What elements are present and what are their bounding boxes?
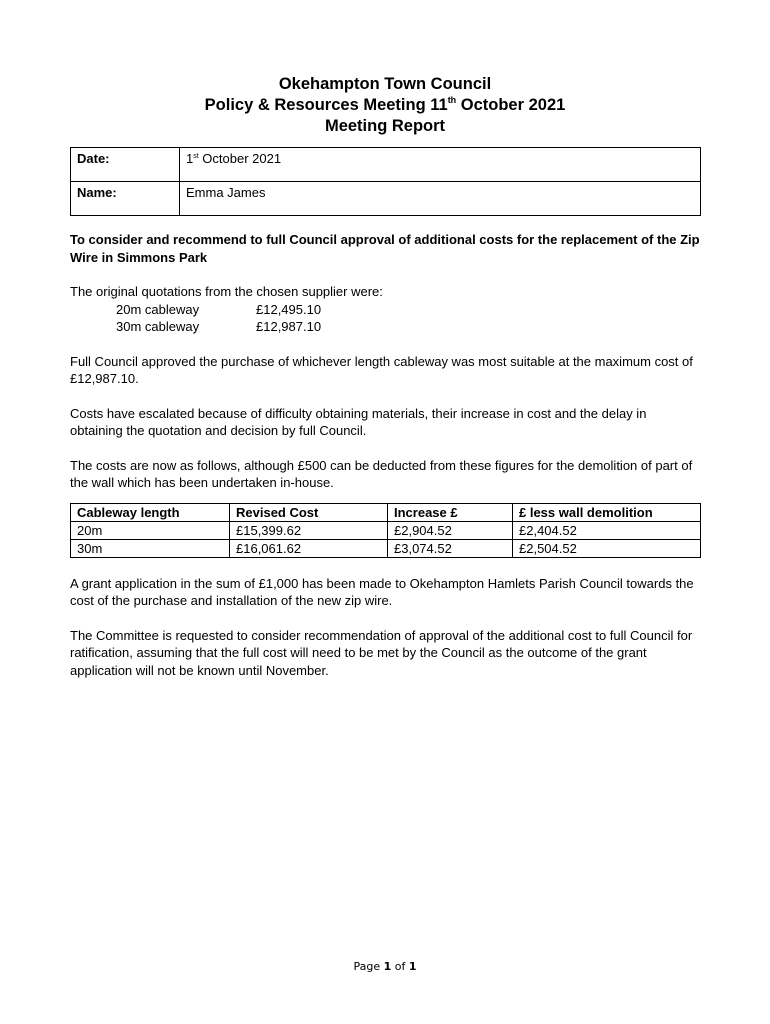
cell-increase: £3,074.52 [388,539,513,557]
cost-table-header [71,503,701,521]
date-rest: October 2021 [198,151,282,166]
quote-row [70,301,700,319]
footer-page-total: 1 [408,960,417,973]
col-header-less-wall: £ less wall demolition [513,503,701,521]
meta-row-date [71,148,701,182]
cell-length: 20m [71,521,230,539]
footer-page-num: 1 [383,960,392,973]
col-header-length: Cableway length [71,503,230,521]
council-name: Okehampton Town Council [278,75,492,93]
para-approved: Full Council approved the purchase of whichever length cableway was most suitable at the maximum cost of £12,987.10. [70,353,693,386]
title-block [70,74,700,137]
cell-increase: £2,904.52 [388,521,513,539]
meeting-title [70,95,700,116]
para-costs-now: The costs are now as follows, although £500 can be deducted from these figures for the demolition of part of the wall which has been undertaken in-house. [70,457,693,490]
name-label: Name: [71,182,180,216]
date-sup: st [193,153,199,160]
meeting-title-sup: th [447,95,457,105]
quote-label: 20m cableway [116,301,200,317]
date-value [180,148,701,182]
cost-table [70,503,701,558]
col-header-increase: Increase £ [388,503,513,521]
date-label: Date: [71,148,180,182]
cell-less-wall: £2,404.52 [513,521,701,539]
quote-row [70,318,700,336]
meeting-title-post: October 2021 [456,96,566,114]
meeting-title-pre: Policy & Resources Meeting 11 [204,96,448,114]
meta-table [70,147,701,216]
name-value: Emma James [180,182,701,216]
cell-revised: £16,061.62 [230,539,388,557]
cell-less-wall: £2,504.52 [513,539,701,557]
para-escalated: Costs have escalated because of difficulty obtaining materials, their increase in cost and the delay in obtaining the quotation and decision by full Council. [70,405,647,438]
quotes-intro: The original quotations from the chosen supplier were: [70,284,383,299]
quote-value: £12,495.10 [256,301,322,317]
date-day: 1 [186,151,194,166]
col-header-revised: Revised Cost [230,503,388,521]
meta-row-name [71,182,701,216]
document-page [70,74,700,679]
quote-value: £12,987.10 [256,319,322,334]
quote-label: 30m cableway [116,319,200,334]
footer-of-word: of [394,960,406,973]
table-row [71,539,701,557]
report-heading: To consider and recommend to full Council approval of additional costs for the replacement of the Zip Wire in Simmons Park [70,232,700,265]
cell-revised: £15,399.62 [230,521,388,539]
para-request: The Committee is requested to consider recommendation of approval of the additional cost to full Council for ratification, assuming that the full cost will need to be met by the Council as the outcome of the grant application will not be known until November. [70,627,693,678]
para-grant: A grant application in the sum of £1,000 has been made to Okehampton Hamlets Parish Council towards the cost of the purchase and installation of the new zip wire. [70,575,694,608]
cell-length: 30m [71,539,230,557]
footer-page-word: Page [353,960,381,973]
report-title: Meeting Report [324,117,446,135]
page-footer [0,960,770,973]
table-row [71,521,701,539]
